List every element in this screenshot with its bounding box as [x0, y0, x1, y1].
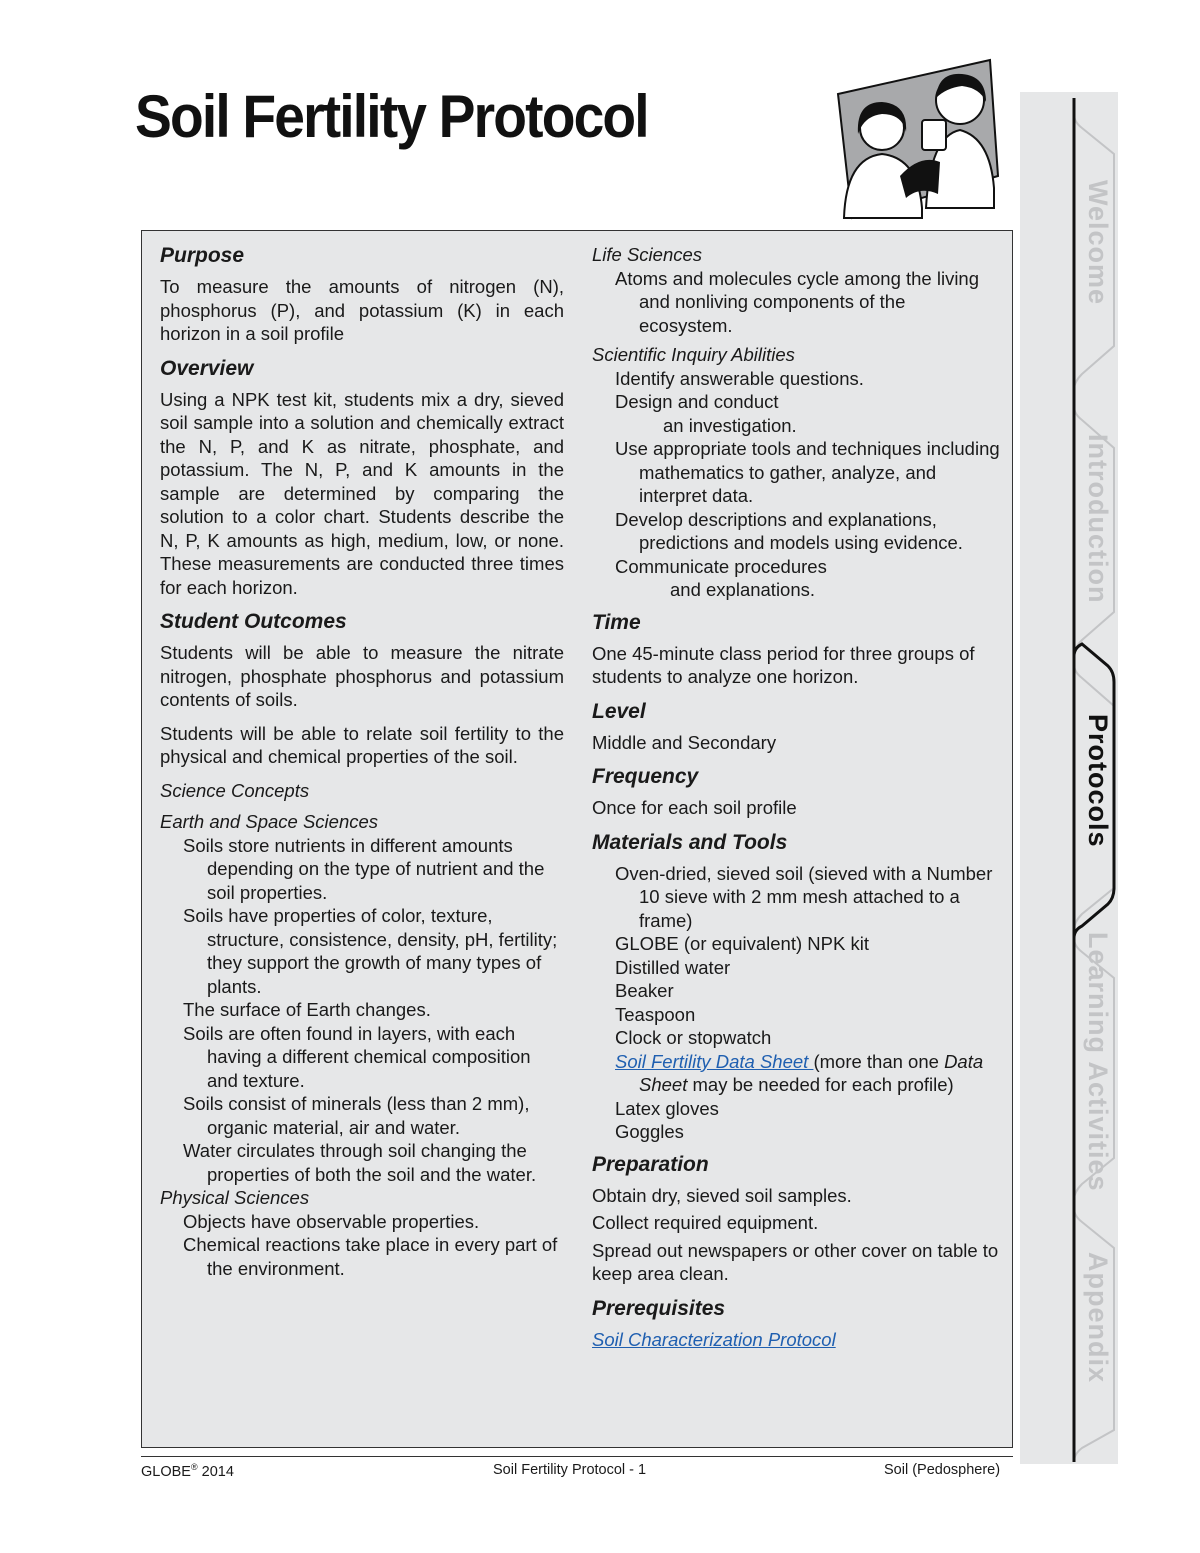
tab-protocols[interactable]: Protocols [1083, 714, 1113, 848]
list-item: an investigation. [663, 414, 797, 436]
list-item: Communicate procedures [615, 555, 827, 577]
tab-introduction[interactable]: Introduction [1083, 434, 1113, 604]
frequency-heading: Frequency [592, 765, 699, 788]
life-sciences-heading: Life Sciences [592, 244, 703, 265]
list-item-datasheet [592, 1050, 1002, 1097]
list-item: Oven-dried, sieved soil (sieved with a Number 10 sieve with 2 mm mesh attached to a frame) [615, 862, 993, 931]
data-sheet-link[interactable]: Soil Fertility Data Sheet [615, 1050, 814, 1072]
outcomes-text-1: Students will be able to measure the nitrate nitrogen, phosphate phosphorus and potassium contents of soils. [160, 642, 564, 710]
students-illustration [830, 58, 1002, 220]
preparation-item: Spread out newspapers or other cover on table to keep area clean. [592, 1239, 999, 1284]
list-item: Soils have properties of color, texture, structure, consistence, density, pH, fertility; they support the growth of many types of plants. [183, 905, 558, 997]
right-column [592, 243, 1002, 1351]
prerequisites-heading: Prerequisites [592, 1296, 726, 1320]
time-heading: Time [592, 610, 641, 634]
list-item: GLOBE (or equivalent) NPK kit [615, 933, 869, 954]
list-item: Goggles [615, 1121, 684, 1142]
footer-left [141, 1462, 234, 1480]
footer-center: Soil Fertility Protocol - 1 [493, 1462, 647, 1478]
list-item: Soils consist of minerals (less than 2 mm), organic material, air and water. [183, 1093, 530, 1138]
footer-org: GLOBE [141, 1463, 191, 1480]
preparation-item: Collect required equipment. [592, 1212, 819, 1233]
list-item: Objects have observable properties. [183, 1210, 480, 1232]
outcomes-text-2: Students will be able to relate soil fertility to the physical and chemical properties of the soil. [160, 722, 564, 767]
list-item: Use appropriate tools and techniques including mathematics to gather, analyze, and interpret data. [615, 438, 1000, 506]
physical-sciences-heading: Physical Sciences [160, 1187, 310, 1208]
protocol-content-box [141, 230, 1013, 1448]
registered-mark: ® [190, 1462, 198, 1472]
materials-heading: Materials and Tools [592, 830, 788, 854]
inquiry-heading: Scientific Inquiry Abilities [592, 344, 795, 365]
list-item: Water circulates through soil changing the properties of both the soil and the water. [183, 1140, 537, 1185]
purpose-text: To measure the amounts of nitrogen (N), phosphorus (P), and potassium (K) in each horizon in a soil profile [160, 276, 564, 344]
list-item: Develop descriptions and explanations, predictions and models using evidence. [615, 508, 963, 553]
list-item: and explanations. [670, 579, 816, 600]
datasheet-text-2: may be needed for each profile) [687, 1074, 954, 1095]
list-item: Beaker [615, 980, 674, 1001]
page-title: Soil Fertility Protocol [135, 83, 648, 150]
footer-year: 2014 [197, 1463, 234, 1480]
list-item: Latex gloves [615, 1097, 719, 1119]
footer-divider [141, 1456, 1013, 1457]
list-item: Chemical reactions take place in every part of the environment. [183, 1234, 558, 1279]
purpose-heading: Purpose [160, 244, 245, 267]
overview-heading: Overview [160, 356, 254, 380]
outcomes-heading: Student Outcomes [160, 610, 347, 633]
list-item: Teaspoon [615, 1003, 696, 1025]
frequency-text: Once for each soil profile [592, 797, 797, 818]
left-column [160, 243, 564, 1280]
footer-right: Soil (Pedosphere) [884, 1462, 1001, 1478]
list-item: Atoms and molecules cycle among the living and nonliving components of the ecosystem. [615, 267, 980, 336]
time-text: One 45-minute class period for three groups of students to analyze one horizon. [592, 642, 975, 687]
soil-characterization-link[interactable]: Soil Characterization Protocol [592, 1328, 836, 1350]
list-item: Identify answerable questions. [615, 367, 864, 389]
science-concepts-heading: Science Concepts [160, 779, 310, 801]
list-item: The surface of Earth changes. [183, 999, 431, 1020]
list-item: Soils store nutrients in different amounts depending on the type of nutrient and the soil properties. [183, 834, 545, 903]
overview-text: Using a NPK test kit, students mix a dry, sieved soil sample into a solution and chemically extract the N, P, and K as nitrate, phosphate, and potassium. The N, P, and K amounts in the sample are determined by comparing the solution to a color chart. Students describe the N, P, K amounts as high, medium, low, or none. These measurements are conducted three times for each horizon. [160, 388, 564, 598]
tab-learning-activities[interactable]: Learning Activities [1083, 932, 1113, 1192]
preparation-heading: Preparation [592, 1152, 709, 1176]
level-heading: Level [592, 699, 646, 723]
list-item: Distilled water [615, 956, 731, 978]
datasheet-text: (more than one [813, 1050, 945, 1072]
earth-sciences-heading: Earth and Space Sciences [160, 811, 379, 832]
datasheet-italic-text: Data Sheet [639, 1050, 984, 1095]
tab-appendix[interactable]: Appendix [1083, 1252, 1113, 1384]
preparation-item: Obtain dry, sieved soil samples. [592, 1184, 852, 1206]
list-item: Soils are often found in layers, with each having a different chemical composition and texture. [183, 1022, 531, 1091]
list-item: Design and conduct [615, 391, 779, 412]
level-text: Middle and Secondary [592, 731, 777, 753]
tab-welcome[interactable]: Welcome [1083, 180, 1113, 306]
list-item: Clock or stopwatch [615, 1027, 772, 1048]
